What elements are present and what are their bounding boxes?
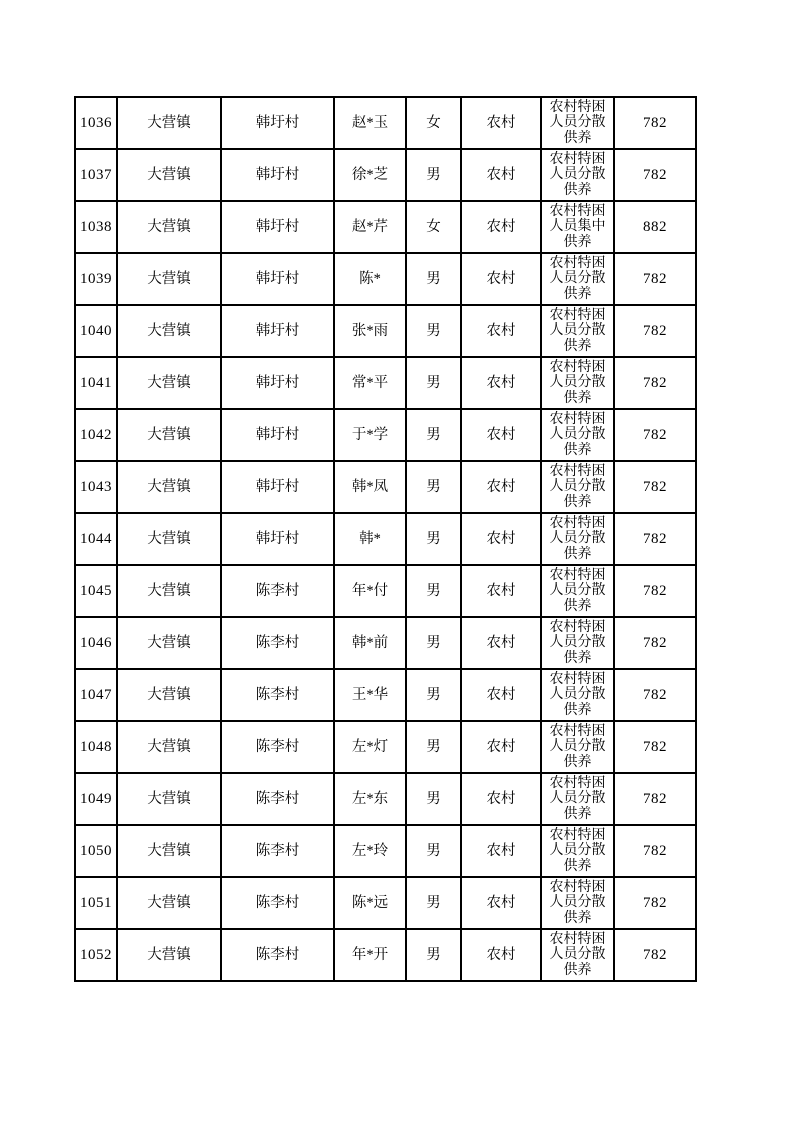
cell-village: 韩圩村 xyxy=(221,461,334,513)
cell-seq: 1039 xyxy=(75,253,117,305)
cell-seq: 1043 xyxy=(75,461,117,513)
cell-amount: 782 xyxy=(614,721,696,773)
cell-amount: 882 xyxy=(614,201,696,253)
cell-gender: 男 xyxy=(406,929,461,981)
cell-seq: 1036 xyxy=(75,97,117,149)
cell-name: 陈*远 xyxy=(334,877,406,929)
cell-town: 大营镇 xyxy=(117,617,221,669)
cell-village: 韩圩村 xyxy=(221,513,334,565)
cell-support-type: 农村特困人员分散供养 xyxy=(541,565,614,617)
cell-town: 大营镇 xyxy=(117,201,221,253)
cell-name: 年*付 xyxy=(334,565,406,617)
cell-gender: 男 xyxy=(406,409,461,461)
cell-gender: 女 xyxy=(406,201,461,253)
cell-town: 大营镇 xyxy=(117,825,221,877)
cell-amount: 782 xyxy=(614,305,696,357)
table-row xyxy=(75,305,696,357)
table-row xyxy=(75,97,696,149)
cell-town: 大营镇 xyxy=(117,773,221,825)
cell-area: 农村 xyxy=(461,565,541,617)
cell-village: 韩圩村 xyxy=(221,357,334,409)
cell-support-type: 农村特困人员分散供养 xyxy=(541,149,614,201)
cell-gender: 男 xyxy=(406,721,461,773)
cell-amount: 782 xyxy=(614,357,696,409)
cell-support-type: 农村特困人员分散供养 xyxy=(541,461,614,513)
table-body xyxy=(75,97,696,981)
cell-village: 陈李村 xyxy=(221,721,334,773)
cell-amount: 782 xyxy=(614,565,696,617)
cell-amount: 782 xyxy=(614,877,696,929)
cell-name: 陈* xyxy=(334,253,406,305)
cell-support-type: 农村特困人员集中供养 xyxy=(541,201,614,253)
cell-gender: 男 xyxy=(406,253,461,305)
cell-town: 大营镇 xyxy=(117,357,221,409)
cell-area: 农村 xyxy=(461,877,541,929)
cell-gender: 男 xyxy=(406,513,461,565)
cell-area: 农村 xyxy=(461,617,541,669)
cell-town: 大营镇 xyxy=(117,721,221,773)
table-row xyxy=(75,201,696,253)
cell-support-type: 农村特困人员分散供养 xyxy=(541,253,614,305)
table-row xyxy=(75,929,696,981)
cell-seq: 1038 xyxy=(75,201,117,253)
cell-name: 韩*凤 xyxy=(334,461,406,513)
cell-amount: 782 xyxy=(614,409,696,461)
cell-name: 王*华 xyxy=(334,669,406,721)
cell-area: 农村 xyxy=(461,409,541,461)
cell-area: 农村 xyxy=(461,305,541,357)
cell-town: 大营镇 xyxy=(117,253,221,305)
cell-seq: 1041 xyxy=(75,357,117,409)
cell-seq: 1037 xyxy=(75,149,117,201)
cell-village: 陈李村 xyxy=(221,773,334,825)
cell-town: 大营镇 xyxy=(117,565,221,617)
cell-seq: 1040 xyxy=(75,305,117,357)
cell-town: 大营镇 xyxy=(117,461,221,513)
cell-town: 大营镇 xyxy=(117,97,221,149)
cell-support-type: 农村特困人员分散供养 xyxy=(541,513,614,565)
cell-seq: 1047 xyxy=(75,669,117,721)
cell-gender: 女 xyxy=(406,97,461,149)
cell-support-type: 农村特困人员分散供养 xyxy=(541,305,614,357)
cell-town: 大营镇 xyxy=(117,409,221,461)
cell-amount: 782 xyxy=(614,149,696,201)
cell-area: 农村 xyxy=(461,929,541,981)
cell-support-type: 农村特困人员分散供养 xyxy=(541,669,614,721)
cell-name: 张*雨 xyxy=(334,305,406,357)
cell-seq: 1045 xyxy=(75,565,117,617)
cell-area: 农村 xyxy=(461,253,541,305)
cell-seq: 1044 xyxy=(75,513,117,565)
cell-amount: 782 xyxy=(614,513,696,565)
cell-village: 韩圩村 xyxy=(221,97,334,149)
table-row xyxy=(75,877,696,929)
welfare-roster-table xyxy=(74,96,697,982)
cell-seq: 1048 xyxy=(75,721,117,773)
cell-amount: 782 xyxy=(614,617,696,669)
cell-support-type: 农村特困人员分散供养 xyxy=(541,929,614,981)
cell-name: 韩*前 xyxy=(334,617,406,669)
cell-village: 陈李村 xyxy=(221,825,334,877)
cell-support-type: 农村特困人员分散供养 xyxy=(541,721,614,773)
cell-area: 农村 xyxy=(461,669,541,721)
cell-amount: 782 xyxy=(614,929,696,981)
cell-area: 农村 xyxy=(461,201,541,253)
cell-name: 徐*芝 xyxy=(334,149,406,201)
cell-amount: 782 xyxy=(614,669,696,721)
cell-name: 左*玲 xyxy=(334,825,406,877)
cell-gender: 男 xyxy=(406,565,461,617)
cell-seq: 1046 xyxy=(75,617,117,669)
cell-village: 韩圩村 xyxy=(221,149,334,201)
cell-name: 韩* xyxy=(334,513,406,565)
cell-name: 左*灯 xyxy=(334,721,406,773)
cell-seq: 1051 xyxy=(75,877,117,929)
cell-seq: 1042 xyxy=(75,409,117,461)
cell-seq: 1052 xyxy=(75,929,117,981)
table-row xyxy=(75,617,696,669)
cell-town: 大营镇 xyxy=(117,513,221,565)
cell-village: 韩圩村 xyxy=(221,201,334,253)
table-row xyxy=(75,721,696,773)
cell-village: 韩圩村 xyxy=(221,305,334,357)
cell-gender: 男 xyxy=(406,461,461,513)
cell-area: 农村 xyxy=(461,357,541,409)
cell-village: 陈李村 xyxy=(221,565,334,617)
cell-name: 于*学 xyxy=(334,409,406,461)
cell-village: 陈李村 xyxy=(221,669,334,721)
cell-amount: 782 xyxy=(614,773,696,825)
cell-support-type: 农村特困人员分散供养 xyxy=(541,877,614,929)
table-row xyxy=(75,773,696,825)
cell-area: 农村 xyxy=(461,721,541,773)
table-row xyxy=(75,669,696,721)
cell-gender: 男 xyxy=(406,877,461,929)
table-row xyxy=(75,253,696,305)
cell-name: 赵*芹 xyxy=(334,201,406,253)
cell-amount: 782 xyxy=(614,97,696,149)
cell-area: 农村 xyxy=(461,149,541,201)
cell-amount: 782 xyxy=(614,253,696,305)
cell-area: 农村 xyxy=(461,513,541,565)
cell-village: 韩圩村 xyxy=(221,409,334,461)
cell-amount: 782 xyxy=(614,825,696,877)
cell-village: 韩圩村 xyxy=(221,253,334,305)
cell-seq: 1049 xyxy=(75,773,117,825)
cell-gender: 男 xyxy=(406,305,461,357)
cell-village: 陈李村 xyxy=(221,877,334,929)
cell-area: 农村 xyxy=(461,97,541,149)
cell-town: 大营镇 xyxy=(117,929,221,981)
cell-gender: 男 xyxy=(406,149,461,201)
cell-gender: 男 xyxy=(406,617,461,669)
cell-town: 大营镇 xyxy=(117,877,221,929)
cell-area: 农村 xyxy=(461,825,541,877)
cell-town: 大营镇 xyxy=(117,669,221,721)
cell-town: 大营镇 xyxy=(117,149,221,201)
table-row xyxy=(75,825,696,877)
table-row xyxy=(75,513,696,565)
table-row xyxy=(75,357,696,409)
table-row xyxy=(75,409,696,461)
cell-support-type: 农村特困人员分散供养 xyxy=(541,617,614,669)
cell-area: 农村 xyxy=(461,773,541,825)
cell-amount: 782 xyxy=(614,461,696,513)
cell-gender: 男 xyxy=(406,825,461,877)
cell-name: 赵*玉 xyxy=(334,97,406,149)
cell-area: 农村 xyxy=(461,461,541,513)
cell-name: 常*平 xyxy=(334,357,406,409)
cell-name: 年*开 xyxy=(334,929,406,981)
table-row xyxy=(75,461,696,513)
cell-village: 陈李村 xyxy=(221,929,334,981)
cell-support-type: 农村特困人员分散供养 xyxy=(541,409,614,461)
cell-support-type: 农村特困人员分散供养 xyxy=(541,357,614,409)
cell-gender: 男 xyxy=(406,669,461,721)
cell-support-type: 农村特困人员分散供养 xyxy=(541,825,614,877)
cell-seq: 1050 xyxy=(75,825,117,877)
cell-support-type: 农村特困人员分散供养 xyxy=(541,773,614,825)
cell-support-type: 农村特困人员分散供养 xyxy=(541,97,614,149)
table-row xyxy=(75,149,696,201)
cell-town: 大营镇 xyxy=(117,305,221,357)
cell-name: 左*东 xyxy=(334,773,406,825)
cell-gender: 男 xyxy=(406,773,461,825)
table-row xyxy=(75,565,696,617)
cell-gender: 男 xyxy=(406,357,461,409)
cell-village: 陈李村 xyxy=(221,617,334,669)
